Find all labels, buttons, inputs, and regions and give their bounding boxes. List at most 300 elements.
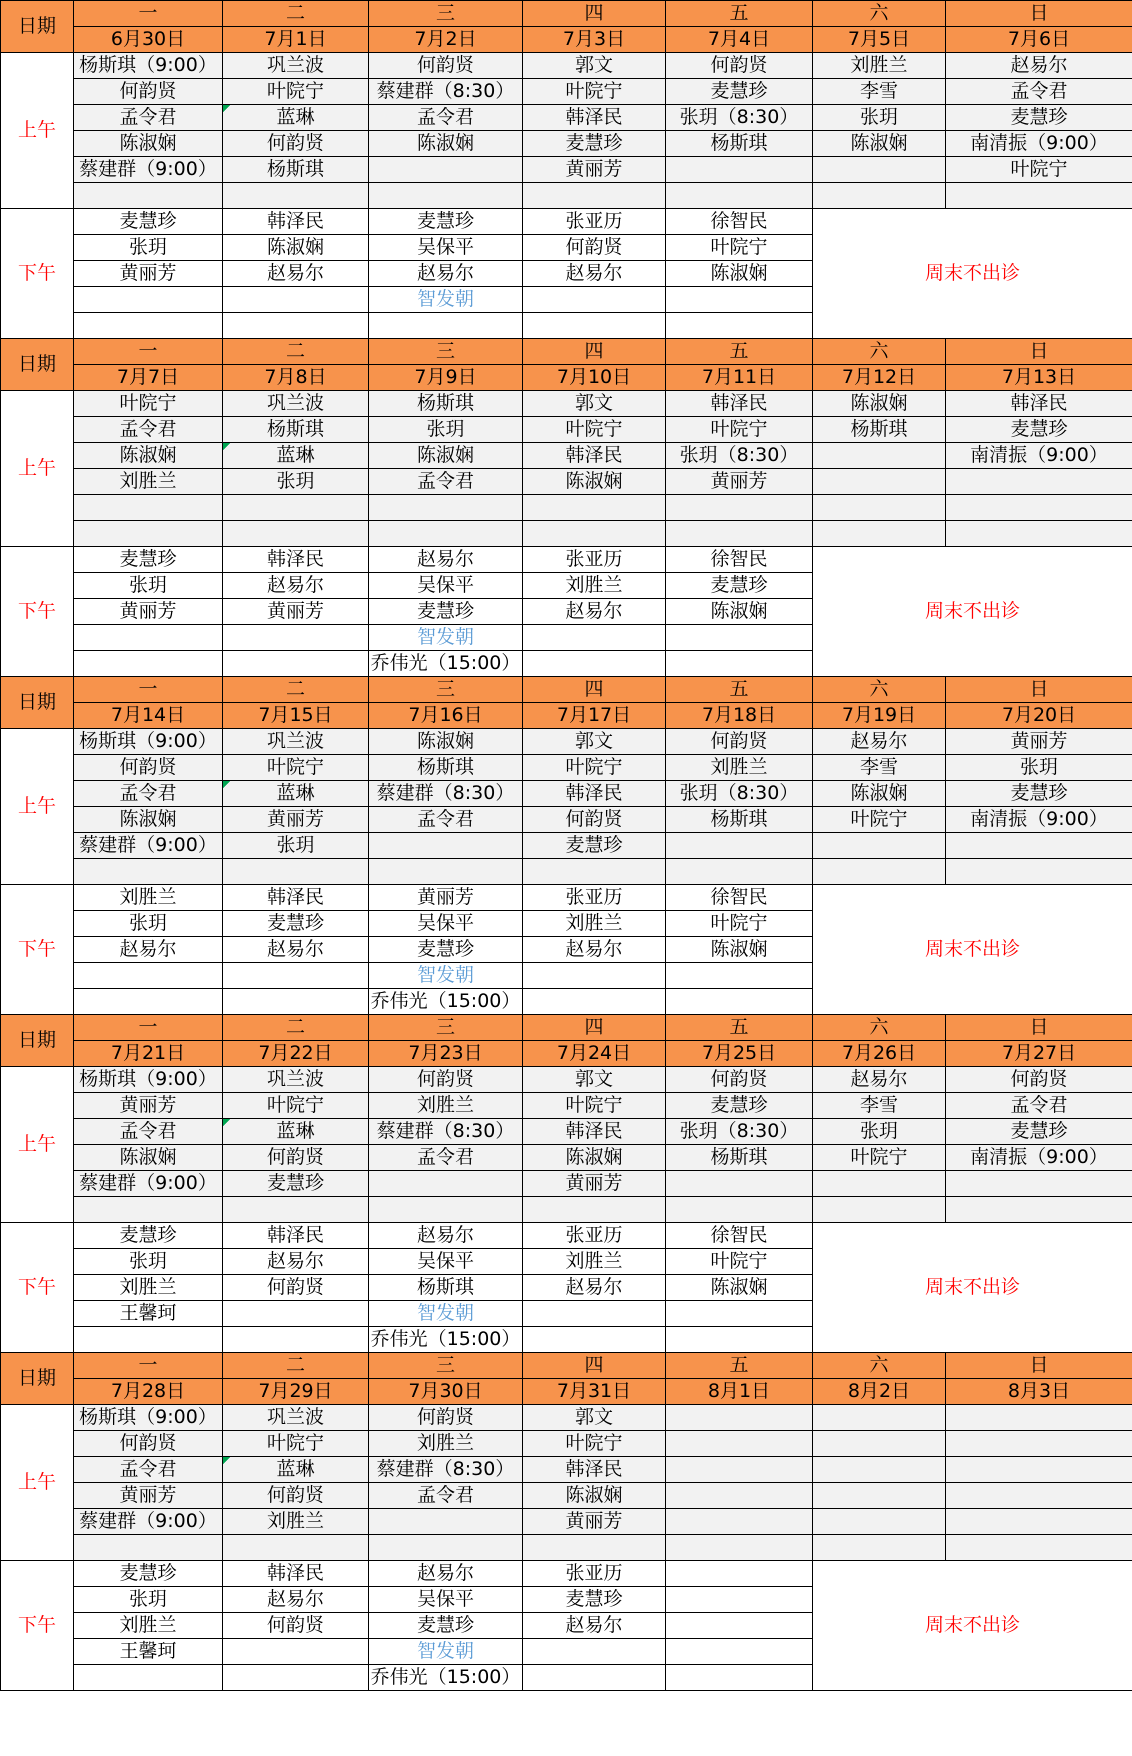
morning-doctor-cell: [946, 1405, 1132, 1431]
afternoon-doctor-cell: [223, 625, 369, 651]
morning-doctor-cell: 陈淑娴: [74, 1145, 223, 1171]
morning-doctor-cell: 巩兰波: [223, 53, 369, 79]
afternoon-doctor-cell: 乔伟光（15:00）: [369, 1665, 523, 1691]
afternoon-doctor-cell: 陈淑娴: [666, 261, 813, 287]
morning-doctor-cell: [223, 521, 369, 547]
morning-doctor-cell: 陈淑娴: [523, 1145, 666, 1171]
morning-doctor-cell: [369, 183, 523, 209]
morning-row: [1, 1093, 1132, 1119]
morning-doctor-cell: [369, 157, 523, 183]
morning-doctor-cell: [74, 183, 223, 209]
morning-doctor-cell: 叶院宁: [946, 157, 1132, 183]
weekday-header: 四: [523, 1, 666, 27]
date-cell: 8月1日: [666, 1379, 813, 1405]
date-cell: 7月27日: [946, 1041, 1132, 1067]
afternoon-doctor-cell: 何韵贤: [223, 1275, 369, 1301]
morning-doctor-cell: 陈淑娴: [74, 443, 223, 469]
morning-doctor-cell: 赵易尔: [813, 1067, 946, 1093]
morning-row: [1, 729, 1132, 755]
weekday-row: [1, 339, 1132, 365]
date-cell: 7月9日: [369, 365, 523, 391]
afternoon-doctor-cell: [74, 313, 223, 339]
morning-doctor-cell: 巩兰波: [223, 391, 369, 417]
afternoon-doctor-cell: 赵易尔: [523, 1275, 666, 1301]
afternoon-doctor-cell: [74, 989, 223, 1015]
morning-doctor-cell: 何韵贤: [223, 131, 369, 157]
afternoon-doctor-cell: [74, 1665, 223, 1691]
morning-doctor-cell: [223, 495, 369, 521]
weekday-header: 一: [74, 339, 223, 365]
afternoon-doctor-cell: 黄丽芳: [74, 599, 223, 625]
weekday-header: 日: [946, 1015, 1132, 1041]
weekday-header: 一: [74, 677, 223, 703]
afternoon-doctor-cell: [74, 651, 223, 677]
date-label: 日期: [1, 1353, 74, 1405]
morning-doctor-cell: 何韵贤: [369, 1067, 523, 1093]
morning-doctor-cell: 黄丽芳: [74, 1093, 223, 1119]
weekday-header: 五: [666, 1, 813, 27]
date-cell: 7月22日: [223, 1041, 369, 1067]
morning-doctor-cell: 何韵贤: [523, 807, 666, 833]
morning-doctor-cell: 孟令君: [74, 1457, 223, 1483]
weekday-header: 四: [523, 339, 666, 365]
morning-doctor-cell: 陈淑娴: [369, 443, 523, 469]
date-cell: 7月31日: [523, 1379, 666, 1405]
morning-doctor-cell: 叶院宁: [813, 1145, 946, 1171]
afternoon-doctor-cell: 智发朝: [369, 1639, 523, 1665]
afternoon-doctor-cell: 赵易尔: [369, 261, 523, 287]
morning-doctor-cell: 杨斯琪: [223, 417, 369, 443]
date-row: [1, 365, 1132, 391]
weekday-header: 二: [223, 677, 369, 703]
afternoon-doctor-cell: [523, 1327, 666, 1353]
afternoon-doctor-cell: 张亚历: [523, 547, 666, 573]
morning-doctor-cell: 叶院宁: [523, 79, 666, 105]
afternoon-doctor-cell: [666, 287, 813, 313]
morning-doctor-cell: 叶院宁: [223, 1431, 369, 1457]
morning-doctor-cell: [946, 1171, 1132, 1197]
afternoon-doctor-cell: [523, 1639, 666, 1665]
weekday-header: 二: [223, 1, 369, 27]
morning-doctor-cell: 叶院宁: [523, 417, 666, 443]
morning-doctor-cell: 郭文: [523, 729, 666, 755]
afternoon-doctor-cell: 吴保平: [369, 235, 523, 261]
morning-doctor-cell: 韩泽民: [523, 1119, 666, 1145]
morning-doctor-cell: 杨斯琪: [369, 391, 523, 417]
afternoon-doctor-cell: 刘胜兰: [74, 1613, 223, 1639]
morning-doctor-cell: 杨斯琪（9:00）: [74, 1405, 223, 1431]
afternoon-doctor-cell: [223, 651, 369, 677]
afternoon-doctor-cell: 韩泽民: [223, 547, 369, 573]
morning-label: 上午: [1, 53, 74, 209]
morning-doctor-cell: [74, 521, 223, 547]
morning-doctor-cell: 杨斯琪: [666, 807, 813, 833]
morning-doctor-cell: [523, 1197, 666, 1223]
afternoon-doctor-cell: 王馨珂: [74, 1639, 223, 1665]
morning-row: [1, 1431, 1132, 1457]
date-cell: 7月30日: [369, 1379, 523, 1405]
morning-row: [1, 1119, 1132, 1145]
morning-doctor-cell: 蓝琳: [223, 1457, 369, 1483]
morning-doctor-cell: 黄丽芳: [74, 1483, 223, 1509]
date-label: 日期: [1, 339, 74, 391]
afternoon-doctor-cell: [666, 625, 813, 651]
morning-row: [1, 469, 1132, 495]
afternoon-doctor-cell: 赵易尔: [369, 547, 523, 573]
morning-doctor-cell: 黄丽芳: [666, 469, 813, 495]
morning-doctor-cell: 叶院宁: [666, 417, 813, 443]
morning-row: [1, 1535, 1132, 1561]
morning-doctor-cell: 陈淑娴: [74, 131, 223, 157]
date-row: [1, 703, 1132, 729]
date-cell: 7月16日: [369, 703, 523, 729]
morning-doctor-cell: 黄丽芳: [523, 1171, 666, 1197]
morning-doctor-cell: 叶院宁: [223, 79, 369, 105]
morning-doctor-cell: 赵易尔: [813, 729, 946, 755]
afternoon-doctor-cell: 张亚历: [523, 209, 666, 235]
morning-doctor-cell: 杨斯琪（9:00）: [74, 1067, 223, 1093]
morning-doctor-cell: [369, 1171, 523, 1197]
afternoon-doctor-cell: 吴保平: [369, 1249, 523, 1275]
morning-row: [1, 1197, 1132, 1223]
afternoon-doctor-cell: 麦慧珍: [666, 573, 813, 599]
morning-doctor-cell: [523, 1535, 666, 1561]
afternoon-doctor-cell: 智发朝: [369, 287, 523, 313]
afternoon-doctor-cell: [223, 1665, 369, 1691]
weekday-header: 五: [666, 1015, 813, 1041]
morning-doctor-cell: 南清振（9:00）: [946, 807, 1132, 833]
weekday-header: 日: [946, 1, 1132, 27]
date-cell: 7月29日: [223, 1379, 369, 1405]
date-cell: 7月20日: [946, 703, 1132, 729]
morning-doctor-cell: [74, 859, 223, 885]
morning-doctor-cell: 麦慧珍: [946, 417, 1132, 443]
weekday-header: 三: [369, 677, 523, 703]
morning-doctor-cell: 叶院宁: [223, 755, 369, 781]
afternoon-doctor-cell: [523, 313, 666, 339]
afternoon-doctor-cell: 智发朝: [369, 1301, 523, 1327]
afternoon-doctor-cell: 陈淑娴: [666, 1275, 813, 1301]
afternoon-label: 下午: [1, 1223, 74, 1353]
morning-doctor-cell: 陈淑娴: [813, 781, 946, 807]
afternoon-doctor-cell: 何韵贤: [523, 235, 666, 261]
afternoon-doctor-cell: 吴保平: [369, 1587, 523, 1613]
morning-doctor-cell: 麦慧珍: [946, 105, 1132, 131]
morning-doctor-cell: [946, 1535, 1132, 1561]
afternoon-doctor-cell: 麦慧珍: [74, 1561, 223, 1587]
weekday-header: 六: [813, 1, 946, 27]
morning-doctor-cell: [813, 1457, 946, 1483]
morning-doctor-cell: [369, 1509, 523, 1535]
weekday-header: 日: [946, 339, 1132, 365]
date-cell: 7月14日: [74, 703, 223, 729]
morning-doctor-cell: 杨斯琪（9:00）: [74, 53, 223, 79]
afternoon-doctor-cell: [523, 1665, 666, 1691]
afternoon-doctor-cell: [666, 1587, 813, 1613]
afternoon-doctor-cell: 徐智民: [666, 547, 813, 573]
morning-doctor-cell: 何韵贤: [223, 1483, 369, 1509]
date-cell: 7月13日: [946, 365, 1132, 391]
morning-doctor-cell: [813, 1535, 946, 1561]
afternoon-doctor-cell: [223, 1301, 369, 1327]
weekend-closed-notice: 周末不出诊: [813, 209, 1132, 339]
morning-doctor-cell: [813, 859, 946, 885]
morning-doctor-cell: 孟令君: [74, 105, 223, 131]
morning-row: [1, 1067, 1132, 1093]
morning-row: [1, 157, 1132, 183]
date-cell: 7月15日: [223, 703, 369, 729]
morning-doctor-cell: [666, 1457, 813, 1483]
morning-doctor-cell: 何韵贤: [369, 1405, 523, 1431]
afternoon-doctor-cell: 黄丽芳: [223, 599, 369, 625]
afternoon-row: [1, 1223, 1132, 1249]
afternoon-doctor-cell: 刘胜兰: [523, 911, 666, 937]
afternoon-doctor-cell: 陈淑娴: [223, 235, 369, 261]
morning-doctor-cell: 何韵贤: [74, 1431, 223, 1457]
morning-doctor-cell: 麦慧珍: [223, 1171, 369, 1197]
morning-label: 上午: [1, 729, 74, 885]
morning-doctor-cell: 李雪: [813, 1093, 946, 1119]
afternoon-doctor-cell: [666, 651, 813, 677]
afternoon-doctor-cell: 叶院宁: [666, 1249, 813, 1275]
morning-doctor-cell: [666, 1509, 813, 1535]
morning-doctor-cell: [74, 1535, 223, 1561]
morning-doctor-cell: [813, 495, 946, 521]
morning-doctor-cell: [813, 833, 946, 859]
afternoon-doctor-cell: 赵易尔: [523, 599, 666, 625]
date-cell: 7月2日: [369, 27, 523, 53]
afternoon-doctor-cell: 徐智民: [666, 209, 813, 235]
afternoon-doctor-cell: 张亚历: [523, 1561, 666, 1587]
morning-doctor-cell: [813, 183, 946, 209]
morning-doctor-cell: [223, 859, 369, 885]
afternoon-doctor-cell: [666, 1561, 813, 1587]
afternoon-doctor-cell: 麦慧珍: [369, 599, 523, 625]
afternoon-label: 下午: [1, 1561, 74, 1691]
morning-doctor-cell: [946, 495, 1132, 521]
morning-doctor-cell: [369, 1535, 523, 1561]
date-cell: 7月17日: [523, 703, 666, 729]
date-cell: 7月5日: [813, 27, 946, 53]
afternoon-doctor-cell: 韩泽民: [223, 885, 369, 911]
morning-doctor-cell: [813, 521, 946, 547]
afternoon-doctor-cell: 张玥: [74, 911, 223, 937]
morning-row: [1, 521, 1132, 547]
afternoon-doctor-cell: 杨斯琪: [369, 1275, 523, 1301]
morning-doctor-cell: 孟令君: [369, 807, 523, 833]
morning-doctor-cell: 杨斯琪: [666, 131, 813, 157]
morning-doctor-cell: [666, 1483, 813, 1509]
morning-doctor-cell: 张玥（8:30）: [666, 781, 813, 807]
morning-doctor-cell: [813, 157, 946, 183]
morning-doctor-cell: 麦慧珍: [523, 833, 666, 859]
weekend-closed-notice: 周末不出诊: [813, 885, 1132, 1015]
weekday-header: 三: [369, 1015, 523, 1041]
afternoon-doctor-cell: [523, 963, 666, 989]
weekday-header: 一: [74, 1353, 223, 1379]
morning-doctor-cell: 何韵贤: [223, 1145, 369, 1171]
weekday-header: 日: [946, 1353, 1132, 1379]
date-cell: 7月23日: [369, 1041, 523, 1067]
morning-doctor-cell: 黄丽芳: [946, 729, 1132, 755]
afternoon-doctor-cell: 赵易尔: [523, 937, 666, 963]
morning-doctor-cell: [369, 495, 523, 521]
morning-doctor-cell: 刘胜兰: [74, 469, 223, 495]
morning-doctor-cell: [813, 1171, 946, 1197]
date-cell: 8月2日: [813, 1379, 946, 1405]
afternoon-doctor-cell: 赵易尔: [223, 937, 369, 963]
afternoon-doctor-cell: 智发朝: [369, 625, 523, 651]
morning-doctor-cell: 孟令君: [74, 781, 223, 807]
weekday-header: 四: [523, 1353, 666, 1379]
morning-doctor-cell: 刘胜兰: [369, 1431, 523, 1457]
weekday-header: 六: [813, 1015, 946, 1041]
morning-doctor-cell: 蓝琳: [223, 1119, 369, 1145]
morning-doctor-cell: 韩泽民: [666, 391, 813, 417]
afternoon-doctor-cell: 赵易尔: [223, 573, 369, 599]
morning-row: [1, 859, 1132, 885]
morning-doctor-cell: [369, 859, 523, 885]
weekday-row: [1, 1015, 1132, 1041]
morning-doctor-cell: [523, 859, 666, 885]
weekday-row: [1, 1, 1132, 27]
morning-doctor-cell: 陈淑娴: [369, 131, 523, 157]
date-label: 日期: [1, 1015, 74, 1067]
morning-doctor-cell: 何韵贤: [369, 53, 523, 79]
afternoon-doctor-cell: 叶院宁: [666, 235, 813, 261]
morning-doctor-cell: 孟令君: [369, 1145, 523, 1171]
afternoon-doctor-cell: [223, 989, 369, 1015]
afternoon-doctor-cell: 乔伟光（15:00）: [369, 989, 523, 1015]
morning-doctor-cell: 蔡建群（8:30）: [369, 1119, 523, 1145]
morning-doctor-cell: [813, 1509, 946, 1535]
morning-row: [1, 495, 1132, 521]
afternoon-doctor-cell: [666, 1301, 813, 1327]
morning-doctor-cell: 张玥: [946, 755, 1132, 781]
weekend-closed-notice: 周末不出诊: [813, 1561, 1132, 1691]
afternoon-doctor-cell: [523, 1301, 666, 1327]
afternoon-doctor-cell: 徐智民: [666, 1223, 813, 1249]
morning-doctor-cell: [223, 183, 369, 209]
morning-row: [1, 183, 1132, 209]
morning-doctor-cell: 郭文: [523, 53, 666, 79]
afternoon-doctor-cell: 张玥: [74, 573, 223, 599]
morning-doctor-cell: [666, 833, 813, 859]
morning-row: [1, 53, 1132, 79]
date-row: [1, 1041, 1132, 1067]
morning-doctor-cell: 蔡建群（9:00）: [74, 1509, 223, 1535]
afternoon-doctor-cell: [74, 963, 223, 989]
afternoon-doctor-cell: 麦慧珍: [74, 1223, 223, 1249]
morning-doctor-cell: 何韵贤: [666, 729, 813, 755]
morning-doctor-cell: 孟令君: [369, 1483, 523, 1509]
morning-row: [1, 391, 1132, 417]
morning-doctor-cell: 郭文: [523, 391, 666, 417]
afternoon-row: [1, 885, 1132, 911]
morning-doctor-cell: 韩泽民: [523, 105, 666, 131]
weekday-row: [1, 677, 1132, 703]
afternoon-doctor-cell: [666, 1665, 813, 1691]
morning-doctor-cell: [523, 495, 666, 521]
morning-doctor-cell: 南清振（9:00）: [946, 1145, 1132, 1171]
morning-doctor-cell: [666, 183, 813, 209]
afternoon-doctor-cell: [223, 1327, 369, 1353]
morning-doctor-cell: [666, 157, 813, 183]
afternoon-doctor-cell: 赵易尔: [523, 1613, 666, 1639]
morning-label: 上午: [1, 1405, 74, 1561]
morning-doctor-cell: 郭文: [523, 1405, 666, 1431]
date-label: 日期: [1, 677, 74, 729]
morning-row: [1, 443, 1132, 469]
morning-doctor-cell: 陈淑娴: [523, 1483, 666, 1509]
morning-row: [1, 781, 1132, 807]
morning-doctor-cell: [666, 859, 813, 885]
weekday-row: [1, 1353, 1132, 1379]
morning-doctor-cell: 张玥（8:30）: [666, 443, 813, 469]
date-cell: 7月10日: [523, 365, 666, 391]
morning-doctor-cell: 蓝琳: [223, 105, 369, 131]
afternoon-doctor-cell: 王馨珂: [74, 1301, 223, 1327]
morning-doctor-cell: 孟令君: [74, 417, 223, 443]
morning-doctor-cell: 黄丽芳: [523, 157, 666, 183]
afternoon-doctor-cell: 张玥: [74, 1587, 223, 1613]
date-cell: 7月6日: [946, 27, 1132, 53]
morning-doctor-cell: 刘胜兰: [813, 53, 946, 79]
morning-doctor-cell: [946, 521, 1132, 547]
morning-doctor-cell: 刘胜兰: [369, 1093, 523, 1119]
date-cell: 7月1日: [223, 27, 369, 53]
afternoon-doctor-cell: 赵易尔: [223, 1249, 369, 1275]
morning-row: [1, 1483, 1132, 1509]
morning-row: [1, 417, 1132, 443]
morning-doctor-cell: 麦慧珍: [946, 1119, 1132, 1145]
date-cell: 7月24日: [523, 1041, 666, 1067]
afternoon-doctor-cell: [223, 1639, 369, 1665]
morning-doctor-cell: 何韵贤: [74, 755, 223, 781]
afternoon-doctor-cell: 张玥: [74, 235, 223, 261]
morning-doctor-cell: 麦慧珍: [523, 131, 666, 157]
afternoon-doctor-cell: 陈淑娴: [666, 599, 813, 625]
morning-doctor-cell: 李雪: [813, 755, 946, 781]
afternoon-doctor-cell: 赵易尔: [223, 261, 369, 287]
morning-doctor-cell: [666, 1431, 813, 1457]
morning-doctor-cell: 巩兰波: [223, 729, 369, 755]
afternoon-doctor-cell: 智发朝: [369, 963, 523, 989]
afternoon-doctor-cell: 陈淑娴: [666, 937, 813, 963]
afternoon-label: 下午: [1, 885, 74, 1015]
weekday-header: 六: [813, 1353, 946, 1379]
weekday-header: 五: [666, 677, 813, 703]
afternoon-doctor-cell: 刘胜兰: [74, 885, 223, 911]
morning-doctor-cell: 蔡建群（9:00）: [74, 1171, 223, 1197]
morning-doctor-cell: [666, 1171, 813, 1197]
morning-doctor-cell: 巩兰波: [223, 1405, 369, 1431]
morning-doctor-cell: 张玥: [223, 833, 369, 859]
afternoon-doctor-cell: [523, 651, 666, 677]
date-cell: 7月11日: [666, 365, 813, 391]
afternoon-doctor-cell: [666, 1327, 813, 1353]
afternoon-doctor-cell: 刘胜兰: [74, 1275, 223, 1301]
weekday-header: 六: [813, 339, 946, 365]
morning-row: [1, 79, 1132, 105]
date-row: [1, 27, 1132, 53]
morning-doctor-cell: [666, 1405, 813, 1431]
date-cell: 7月25日: [666, 1041, 813, 1067]
afternoon-doctor-cell: 吴保平: [369, 911, 523, 937]
weekday-header: 二: [223, 1353, 369, 1379]
afternoon-doctor-cell: 赵易尔: [369, 1223, 523, 1249]
weekday-header: 日: [946, 677, 1132, 703]
